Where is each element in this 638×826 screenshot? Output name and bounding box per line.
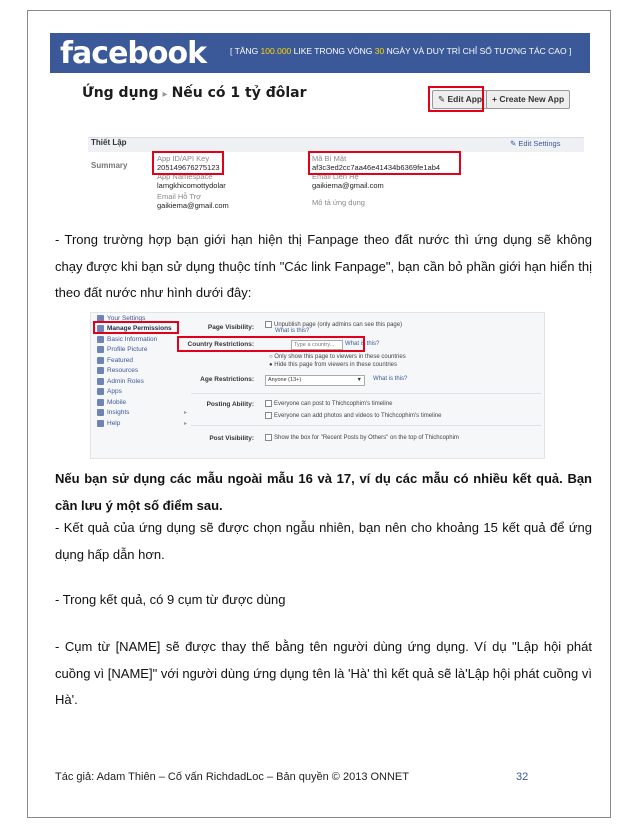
paragraph-template-note: Nếu bạn sử dụng các mẫu ngoài mẫu 16 và 17, ví dụ các mẫu có nhiều kết quả. Bạn cần lưu ý một số điểm sau. bbox=[55, 471, 592, 513]
post-visibility-option[interactable]: Show the box for "Recent Posts by Others" on the top of Thichcophim bbox=[265, 434, 459, 441]
sidebar-item-manage-permissions[interactable]: Manage Permissions bbox=[97, 324, 187, 335]
facebook-logo: facebook bbox=[60, 36, 207, 71]
checkbox-icon[interactable] bbox=[265, 434, 272, 441]
posting-option-post[interactable]: Everyone can post to Thichcophim's timeline bbox=[265, 400, 392, 407]
contact-email-field: Email Liên Hệ gaikiema@gmail.com bbox=[312, 172, 384, 190]
divider bbox=[191, 425, 541, 426]
footer-credit: Tác giả: Adam Thiên – Cố vấn RichdadLoc – Bản quyền © 2013 ONNET bbox=[55, 771, 409, 783]
sidebar-item-resources[interactable]: Resources bbox=[97, 366, 187, 377]
what-is-this-link[interactable]: What is this? bbox=[345, 341, 380, 347]
checkbox-icon[interactable] bbox=[265, 321, 272, 328]
sidebar-item-mobile[interactable]: Mobile bbox=[97, 397, 187, 408]
paragraph-random-results: - Kết quả của ứng dụng sẽ được chọn ngẫu nhiên, bạn nên cho khoảng 15 kết quả để ứng dụng hấp dẫn hơn. bbox=[55, 520, 592, 562]
sidebar-item-profile-picture[interactable]: Profile Picture bbox=[97, 345, 187, 356]
breadcrumb-page: Nếu có 1 tỷ đôlar bbox=[171, 85, 307, 101]
resources-icon bbox=[97, 367, 104, 374]
chevron-right-icon: ▸ bbox=[183, 420, 187, 427]
post-visibility-label: Post Visibility: bbox=[209, 435, 254, 442]
sidebar-item-apps[interactable]: Apps bbox=[97, 387, 187, 398]
promo-banner-text: [ TĂNG 100.000 LIKE TRONG VÒNG 30 NGÀY VÀ DUY TRÌ CHỈ SỐ TƯƠNG TÁC CAO ] bbox=[230, 46, 572, 56]
summary-label: Summary bbox=[91, 161, 128, 170]
picture-icon bbox=[97, 346, 104, 353]
page-visibility-label: Page Visibility: bbox=[207, 324, 254, 331]
chevron-right-icon: ▸ bbox=[183, 410, 187, 417]
apps-icon bbox=[97, 388, 104, 395]
app-id-field: App ID/API Key 205149676275123 bbox=[157, 154, 220, 172]
app-secret-field: Mã Bí Mật af3c3ed2cc7aa46e41434b6369fe1ab4 bbox=[312, 154, 441, 172]
info-icon bbox=[97, 336, 104, 343]
breadcrumb bbox=[82, 85, 307, 101]
manage-permissions-screenshot bbox=[90, 312, 545, 459]
sidebar-item-your-settings[interactable]: Your Settings bbox=[97, 313, 187, 324]
edit-settings-link[interactable]: ✎ Edit Settings bbox=[510, 139, 561, 148]
checkbox-icon[interactable] bbox=[265, 400, 272, 407]
description-field: Mô tả ứng dụng bbox=[312, 198, 365, 207]
highlight-box-edit-app bbox=[428, 86, 484, 112]
mobile-icon bbox=[97, 399, 104, 406]
highlight-box-manage-permissions bbox=[93, 321, 179, 334]
breadcrumb-app[interactable]: Ứng dụng bbox=[82, 85, 159, 101]
posting-ability-label: Posting Ability: bbox=[206, 401, 254, 408]
sidebar-item-insights[interactable]: Insights ▸ bbox=[97, 408, 187, 419]
country-restrictions-label: Country Restrictions: bbox=[187, 341, 254, 348]
what-is-this-link[interactable]: What is this? bbox=[373, 376, 408, 382]
country-option-hide[interactable]: ● Hide this page from viewers in these countries bbox=[269, 362, 398, 368]
edit-app-button[interactable]: ✎ Edit App bbox=[432, 90, 488, 109]
panel-title: Thiết Lập bbox=[91, 138, 127, 147]
sidebar-item-help[interactable]: Help ▸ bbox=[97, 418, 187, 429]
divider bbox=[191, 393, 541, 394]
country-input[interactable]: Type a country... bbox=[291, 340, 343, 350]
what-is-this-link[interactable]: What is this? bbox=[275, 328, 310, 334]
sidebar-item-featured[interactable]: Featured bbox=[97, 355, 187, 366]
posting-option-media[interactable]: Everyone can add photos and videos to Thichcophim's timeline bbox=[265, 412, 441, 419]
page-number: 32 bbox=[516, 771, 529, 783]
help-icon bbox=[97, 420, 104, 427]
star-icon bbox=[97, 357, 104, 364]
checkbox-icon[interactable] bbox=[265, 412, 272, 419]
dropdown-arrow-icon: ▼ bbox=[356, 377, 362, 383]
insights-icon bbox=[97, 409, 104, 416]
page-visibility-option[interactable]: Unpublish page (only admins can see this page) bbox=[265, 321, 402, 328]
paragraph-name-placeholder: - Cụm từ [NAME] sẽ được thay thế bằng tên người dùng ứng dụng. Ví dụ "Lập hội phát cuồng vì [NAME]" với người dùng ứng dụng tên là 'Hà' thì kết quả sẽ là'Lập hội phát cuồng vì Hà'. bbox=[55, 639, 592, 707]
support-email-field: Email Hỗ Trợ gaikiema@gmail.com bbox=[157, 192, 229, 210]
highlight-box-country bbox=[177, 336, 365, 352]
highlight-box-secret bbox=[308, 151, 461, 175]
admin-icon bbox=[97, 378, 104, 385]
namespace-field: App Namespace lamgkhicomottydolar bbox=[157, 172, 226, 190]
sidebar-item-basic-information[interactable]: Basic Information bbox=[97, 334, 187, 345]
breadcrumb-arrow-icon: ▸ bbox=[162, 89, 168, 100]
age-restrictions-label: Age Restrictions: bbox=[200, 376, 254, 383]
create-new-app-button[interactable]: + Create New App bbox=[486, 90, 570, 109]
country-option-only-show[interactable]: ○ Only show this page to viewers in these countries bbox=[269, 354, 406, 360]
sidebar-item-admin-roles[interactable]: Admin Roles bbox=[97, 376, 187, 387]
age-restriction-select[interactable]: Anyone (13+) ▼ bbox=[265, 375, 365, 386]
paragraph-country-restriction: - Trong trường hợp bạn giới hạn hiện thị Fanpage theo đất nước thì ứng dụng sẽ không chạy được khi bạn sử dụng thuộc tính "Các link Fanpage", bạn cần bỏ phần giới hạn hiển thị theo đất nước như hình dưới đây: bbox=[55, 232, 592, 300]
highlight-box-app-id bbox=[152, 151, 224, 175]
paragraph-nine-phrases: - Trong kết quả, có 9 cụm từ được dùng bbox=[55, 592, 286, 607]
facebook-app-screenshot bbox=[50, 33, 590, 221]
